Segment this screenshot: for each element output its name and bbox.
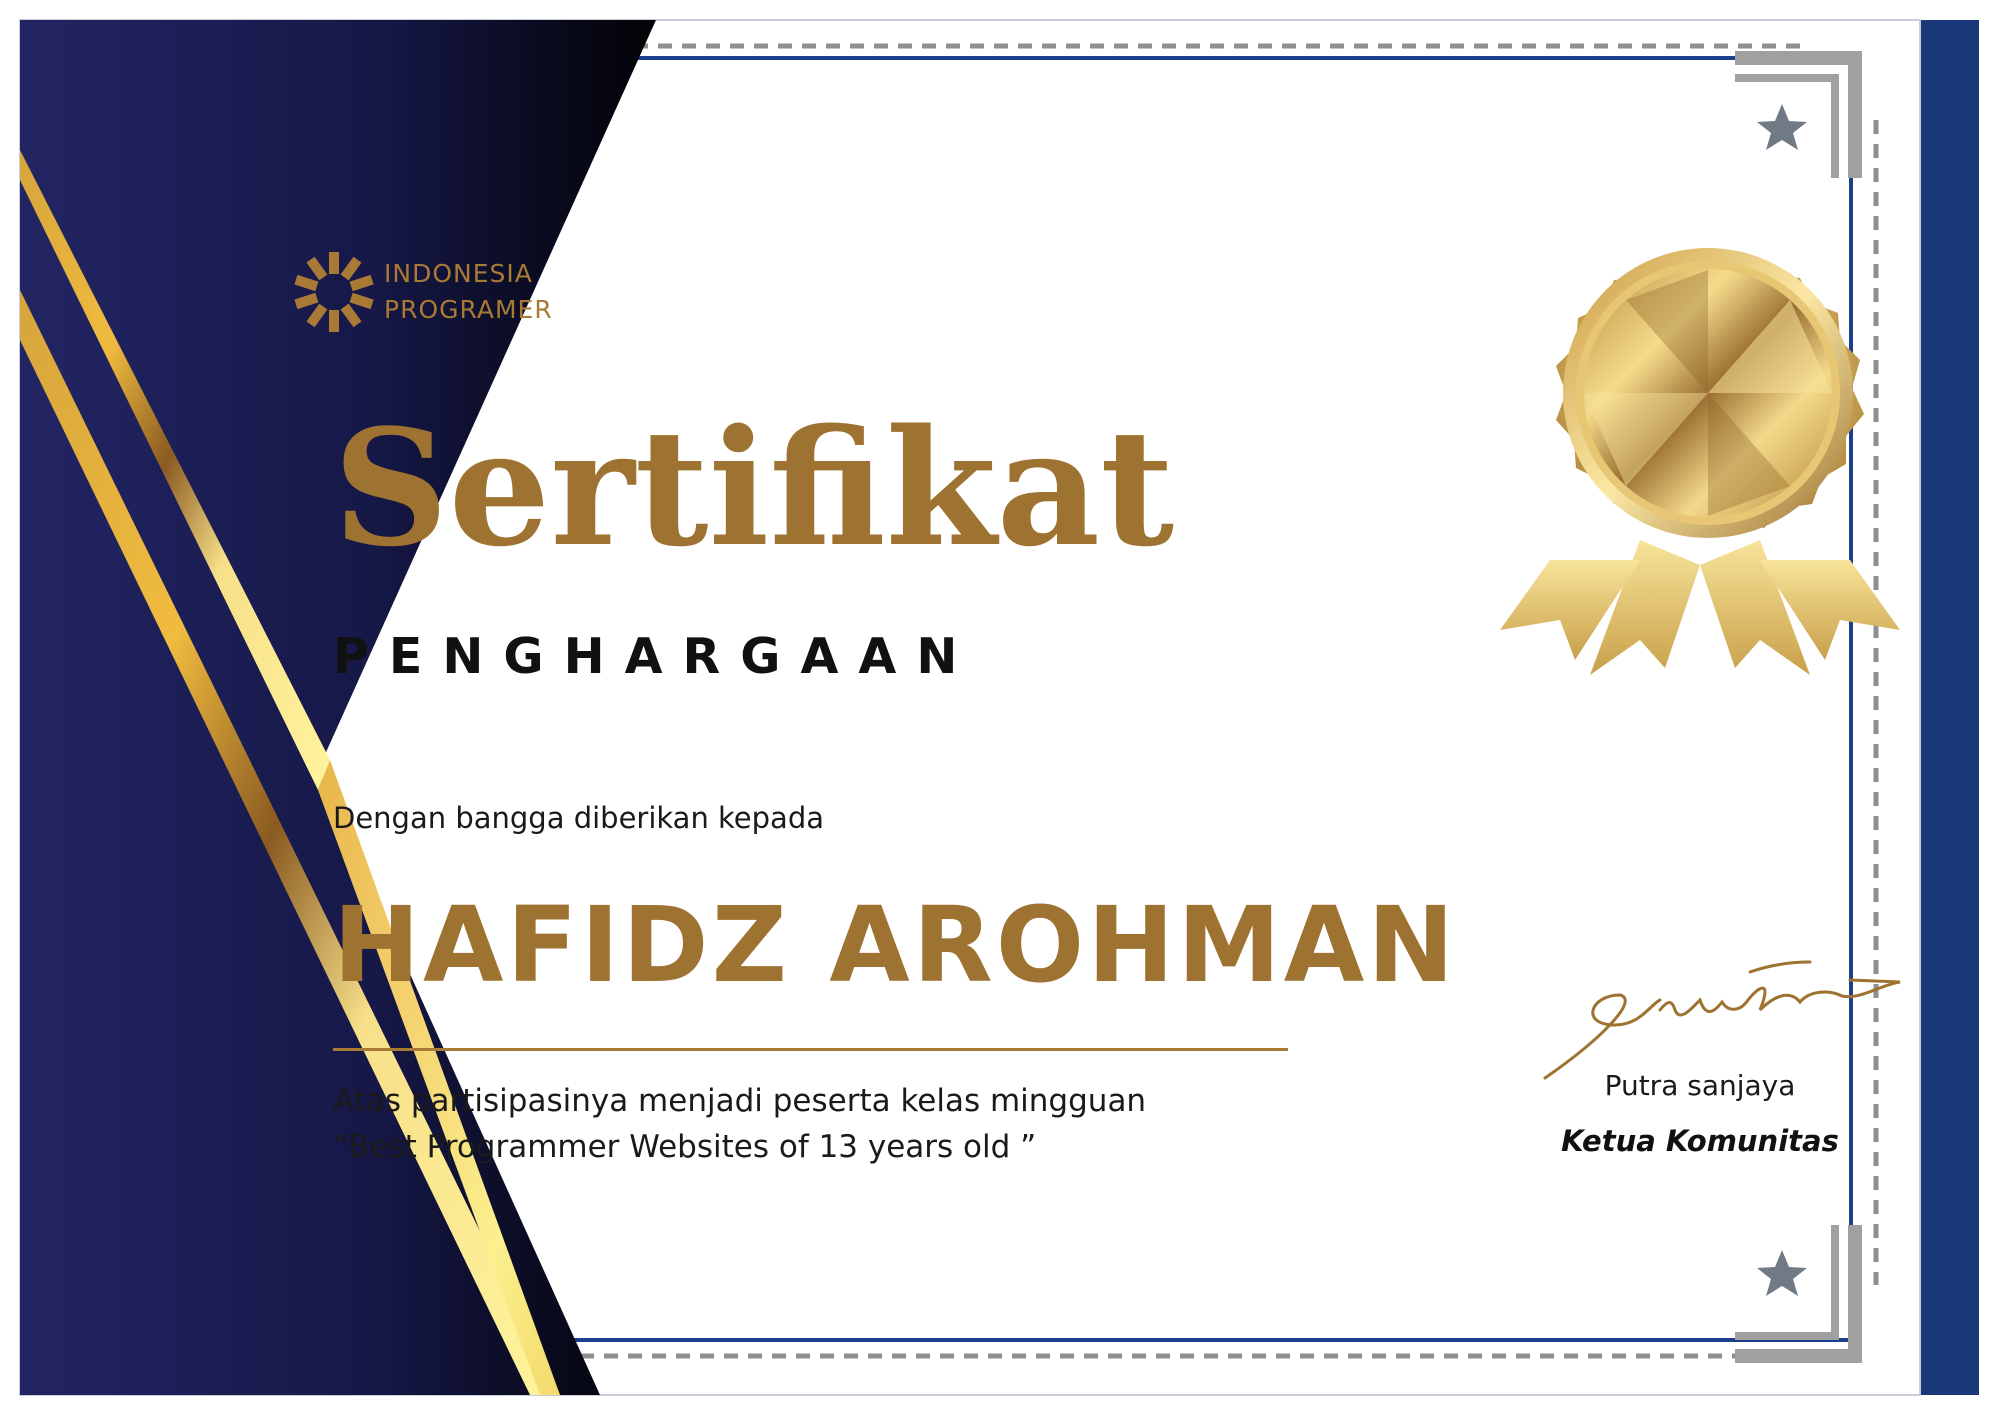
logo-text-line1: INDONESIA	[384, 259, 533, 288]
star-icon	[1757, 1250, 1807, 1296]
certificate-subtitle: PENGHARGAAN	[333, 628, 978, 685]
signer-role: Ketua Komunitas	[1561, 1124, 1839, 1158]
recipient-name: HAFIDZ AROHMAN	[333, 884, 1458, 1006]
bottom-right-corner-ornament	[1735, 1225, 1855, 1356]
certificate-description	[333, 1078, 1146, 1170]
navy-diagonal-panel	[20, 20, 656, 1395]
description-line-1: Atas partisipasinya menjadi peserta kelas mingguan	[333, 1083, 1147, 1119]
top-right-corner-ornament	[1735, 58, 1855, 178]
star-icon	[1757, 104, 1807, 150]
certificate-intro: Dengan bangga diberikan kepada	[333, 801, 825, 835]
signer-name: Putra sanjaya	[1604, 1069, 1796, 1102]
logo-text-line2: PROGRAMER	[384, 295, 553, 324]
gold-medal-seal-icon	[1500, 248, 1900, 675]
description-line-2: “Best Programmer Websites of 13 years old ”	[333, 1129, 1037, 1165]
name-underline	[333, 1048, 1288, 1051]
right-blue-band	[1921, 20, 1979, 1395]
certificate-title: Sertifikat	[333, 394, 1175, 582]
signature-scribble	[1545, 962, 1900, 1078]
